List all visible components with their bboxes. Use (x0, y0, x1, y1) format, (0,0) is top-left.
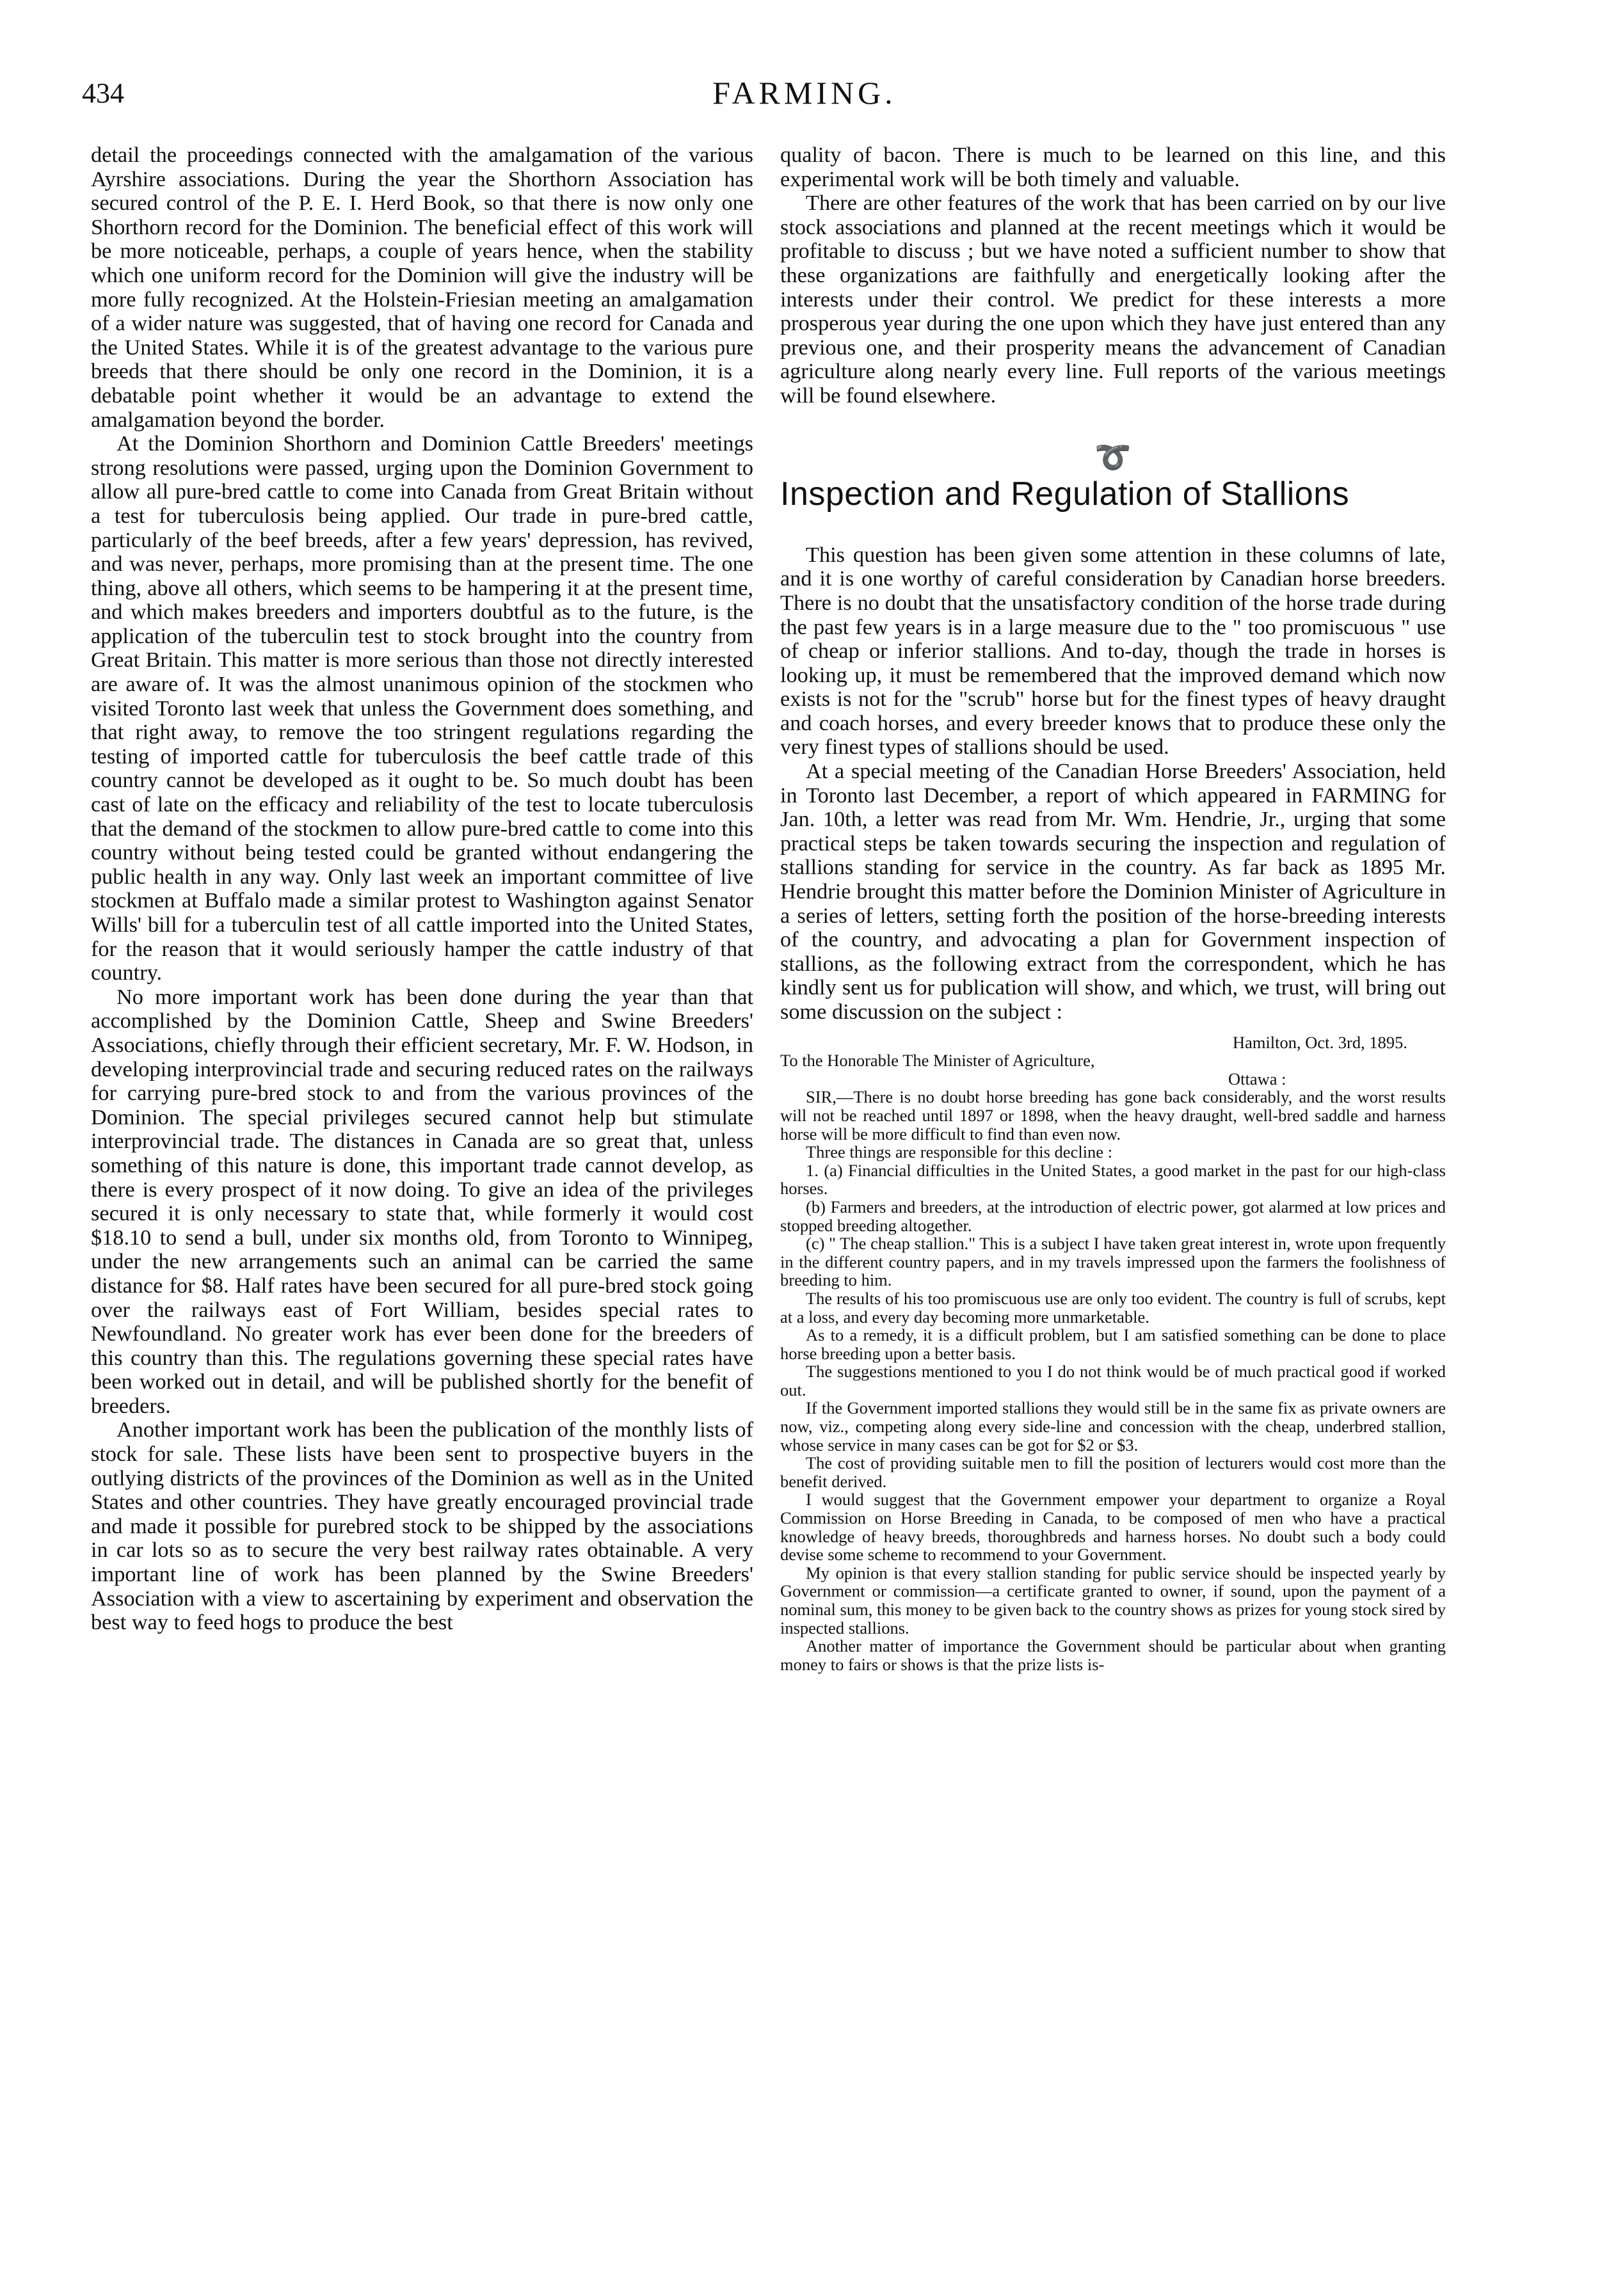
letter-paragraph: (c) " The cheap stallion." This is a subject I have taken great interest in, wrote upon frequently in the different country papers, and in my travels impressed upon the farmers the foolishness of breeding to him. (780, 1234, 1446, 1290)
page-number: 434 (82, 77, 124, 109)
body-paragraph: Another important work has been the publication of the monthly lists of stock for sale. These lists have been sent to prospective buyers in the outlying districts of the provinces of the Dominion as well as in the United States and other countries. They have greatly encouraged provincial trade and made it possible for purebred stock to be shipped by the associations in car lots so as to secure the very best railway rates obtainable. A very important line of work has been planned by the Swine Breeders' Association with a view to ascertaining by experiment and observation the best way to feed hogs to produce the best (91, 1417, 753, 1635)
section-ornament-icon: ➰ (1094, 440, 1132, 474)
body-paragraph: At the Dominion Shorthorn and Dominion Cattle Breeders' meetings strong resolutions were passed, urging upon the Dominion Government to allow all pure-bred cattle to come into Canada from Great Britain without a test for tuberculosis being applied. Our trade in pure-bred cattle, particularly of the beef breeds, after a few years' depression, has revived, and was never, perhaps, more promising than at the present time. The one thing, above all others, which seems to be hampering it at the present time, and which makes breeders and importers doubtful as to the future, is the application of the tuberculin test to stock brought into the country from Great Britain. This matter is more serious than those not directly interested are aware of. It was the almost unanimous opinion of the stockmen who visited Toronto last week that unless the Government does something, and that right away, to remove the too stringent regulations regarding the testing of imported cattle for tuberculosis the beef cattle trade of this country cannot be developed as it ought to be. So much doubt has been cast of late on the efficacy and reliability of the test to locate tuberculosis that the demand of the stockmen to allow pure-bred cattle to come into this country without being tested could be granted without endangering the public health in any way. Only last week an important committee of live stockmen at Buffalo made a similar protest to Washington against Senator Wills' bill for a tuberculin test of all cattle imported into the United States, for the reason that it would seriously hamper the cattle industry of that country. (91, 431, 753, 985)
letter-paragraph: I would suggest that the Government empower your department to organize a Royal Commission on Horse Breeding in Canada, to be composed of men who have a practical knowledge of heavy breeds, thoroughbreds and harness horses. No doubt such a body could devise some scheme to recommend to your Government. (780, 1490, 1446, 1565)
letter-paragraph: (b) Farmers and breeders, at the introduction of electric power, got alarmed at low prices and stopped breeding altogether. (780, 1197, 1446, 1235)
letter-paragraph: Three things are responsible for this decline : (806, 1142, 1113, 1162)
body-paragraph: No more important work has been done during the year than that accomplished by the Dominion Cattle, Sheep and Swine Breeders' Associations, chiefly through their efficient secretary, Mr. F. W. Hodson, in developing interprovincial trade and securing reduced rates on the railways for carrying pure-bred stock to and from the various provinces of the Dominion. The special privileges secured cannot help but stimulate interprovincial trade. The distances in Canada are so great that, unless something of this nature is done, this important trade cannot develop, as there is every prospect of it now doing. To give an idea of the privileges secured it is only necessary to state that, while formerly it would cost $18.10 to send a bull, under six months old, from Toronto to Winnipeg, under the new arrangements such an animal can be carried the same distance for $8. Half rates have been secured for all pure-bred stock going over the railways east of Fort William, besides special rates to Newfoundland. No greater work has ever been done for the breeders of this country than this. The regulations governing these special rates have been worked out in detail, and will be published shortly for the benefit of breeders. (91, 984, 753, 1418)
right-column (780, 143, 1446, 1673)
body-paragraph: detail the proceedings connected with the amalgamation of the various Ayrshire associations. During the year the Shorthorn Association has secured control of the P. E. I. Herd Book, so that there is now only one Shorthorn record for the Dominion. The beneficial effect of this work will be more noticeable, perhaps, a couple of years hence, when the stability which one uniform record for the Dominion will give the industry will be more fully recognized. At the Holstein-Friesian meeting an amalgamation of a wider nature was suggested, that of having one record for Canada and the United States. While it is of the greatest advantage to the various pure breeds that there should be only one record in the Dominion, it is a debatable point whether it would be an advantage to extend the amalgamation beyond the border. (91, 143, 753, 432)
letter-paragraph: Another matter of importance the Government should be particular about when granting money to fairs or shows is that the prize lists is- (780, 1636, 1446, 1674)
letter-paragraph: As to a remedy, it is a difficult problem, but I am satisfied something can be done to place horse breeding upon a better basis. (780, 1325, 1446, 1363)
body-paragraph: There are other features of the work that has been carried on by our live stock associations and planned at the recent meetings which it would be profitable to discuss ; but we have noted a sufficient number to show that these organizations are faithfully and energetically looking after the interests under their control. We predict for these interests a more prosperous year during the one upon which they have just entered than any previous one, and their prosperity means the advancement of Canadian agriculture along nearly every line. Full reports of the various meetings will be found elsewhere. (780, 191, 1446, 408)
letter-paragraph: The cost of providing suitable men to fill the position of lecturers would cost more than the benefit derived. (780, 1453, 1446, 1491)
letter-paragraph: 1. (a) Financial difficulties in the United States, a good market in the past for our high-class horses. (780, 1160, 1446, 1199)
letter-dateline: Hamilton, Oct. 3rd, 1895. (1232, 1032, 1407, 1052)
article-paragraph: This question has been given some attention in these columns of late, and it is one worthy of careful consideration by Canadian horse breeders. There is no doubt that the unsatisfactory condition of the horse trade during the past few years is in a large measure due to the " too promiscuous " use of cheap or inferior stallions. And to-day, though the trade in horses is looking up, it must be remembered that the improved demand which now exists is not for the "scrub" horse but for the finest types of heavy draught and coach horses, and every breeder knows that to produce these only the very finest types of stallions should be used. (780, 542, 1446, 760)
left-column (91, 143, 753, 1635)
article-title: Inspection and Regulation of Stallions (780, 475, 1350, 513)
letter-location: Ottawa : (1228, 1069, 1286, 1088)
article-paragraph: At a special meeting of the Canadian Horse Breeders' Association, held in Toronto last December, a report of which appeared in FARMING for Jan. 10th, a letter was read from Mr. Wm. Hendrie, Jr., urging that some practical steps be taken towards securing the inspection and regulation of stallions standing for service in the country. As far back as 1895 Mr. Hendrie brought this matter before the Dominion Minister of Agriculture in a series of letters, setting forth the position of the horse-breeding interests of the country, and advocating a plan for Government inspection of stallions, as the following extract from the correspondent, which he has kindly sent us for publication will show, and which, we trust, will bring out some discussion on the subject : (780, 759, 1446, 1024)
letter-addressee: To the Honorable The Minister of Agriculture, (780, 1051, 1095, 1071)
running-title: FARMING. (712, 75, 897, 111)
letter-paragraph: My opinion is that every stallion standing for public service should be inspected yearly by Government or commission—a certificate granted to owner, if sound, upon the payment of a nominal sum, this money to be given back to the country shows as prizes for young stock sired by inspected stallions. (780, 1563, 1446, 1638)
letter-paragraph: The suggestions mentioned to you I do not think would be of much practical good if worked out. (780, 1362, 1446, 1399)
letter-paragraph: The results of his too promiscuous use are only too evident. The country is full of scrubs, kept at a loss, and every day becoming more unmarketable. (780, 1288, 1446, 1327)
quoted-letter (780, 1033, 1446, 1674)
body-paragraph: quality of bacon. There is much to be learned on this line, and this experimental work will be both timely and valuable. (780, 143, 1446, 191)
letter-paragraph: SIR,—There is no doubt horse breeding has gone back considerably, and the worst results will not be reached until 1897 or 1898, when the heavy draught, well-bred saddle and harness horse will be more difficult to find than even now. (780, 1087, 1446, 1144)
letter-paragraph: If the Government imported stallions they would still be in the same fix as private owners are now, viz., competing along every side-line and concession with the cheap, underbred stallion, whose service in many cases can be got for $2 or $3. (780, 1398, 1446, 1455)
